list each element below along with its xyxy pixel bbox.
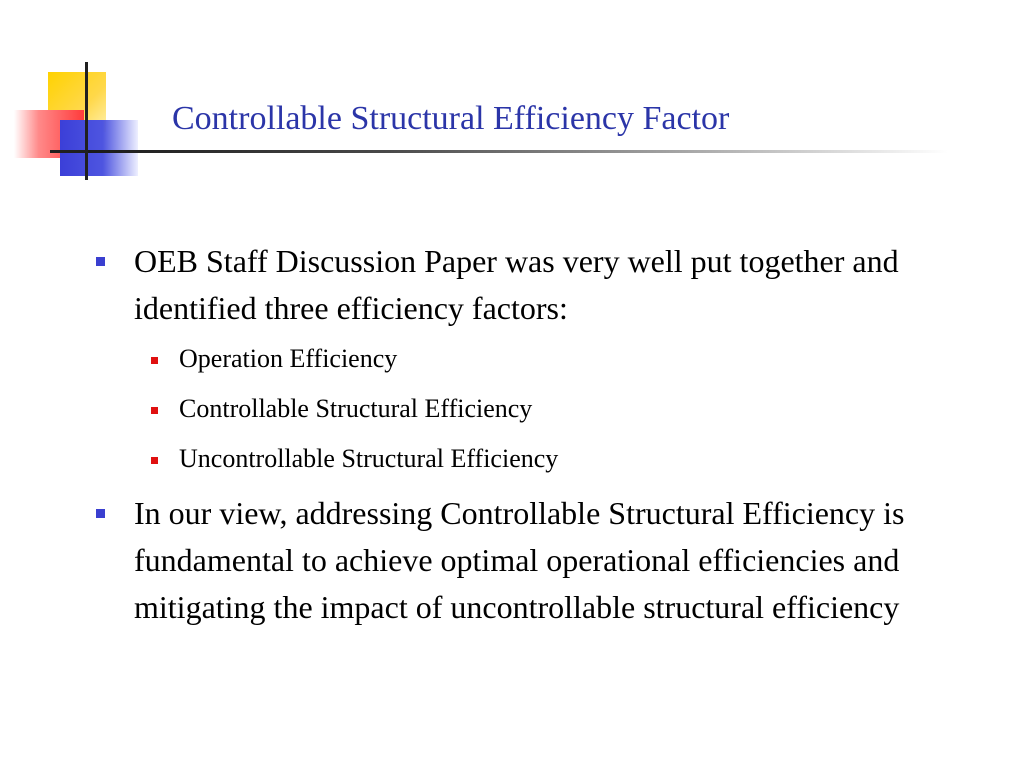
red-square-bullet-icon — [151, 357, 158, 364]
title-rule — [88, 150, 948, 153]
sub-bullet-item-1 — [96, 334, 956, 384]
square-bullet-icon — [96, 509, 105, 518]
decorative-logo — [0, 0, 140, 190]
sub-bullet-text: Controllable Structural Efficiency — [179, 394, 533, 423]
red-square-bullet-icon — [151, 407, 158, 414]
logo-vertical-line — [85, 62, 88, 180]
sub-bullet-item-2 — [96, 384, 956, 434]
sub-bullet-text: Operation Efficiency — [179, 344, 398, 373]
sub-bullet-item-3 — [96, 434, 956, 484]
bullet-text: OEB Staff Discussion Paper was very well put together and identified three efficiency factors: — [134, 243, 899, 326]
bullet-item-1 — [96, 238, 956, 332]
square-bullet-icon — [96, 257, 105, 266]
bullet-item-2 — [96, 490, 956, 631]
slide-content — [96, 238, 956, 631]
logo-blue-square — [60, 120, 138, 176]
sub-bullet-text: Uncontrollable Structural Efficiency — [179, 444, 559, 473]
slide-title: Controllable Structural Efficiency Factor — [172, 100, 730, 137]
red-square-bullet-icon — [151, 457, 158, 464]
bullet-text: In our view, addressing Controllable Structural Efficiency is fundamental to achieve optimal operational efficiencies and mitigating the impact of uncontrollable structural efficiency — [134, 495, 905, 625]
